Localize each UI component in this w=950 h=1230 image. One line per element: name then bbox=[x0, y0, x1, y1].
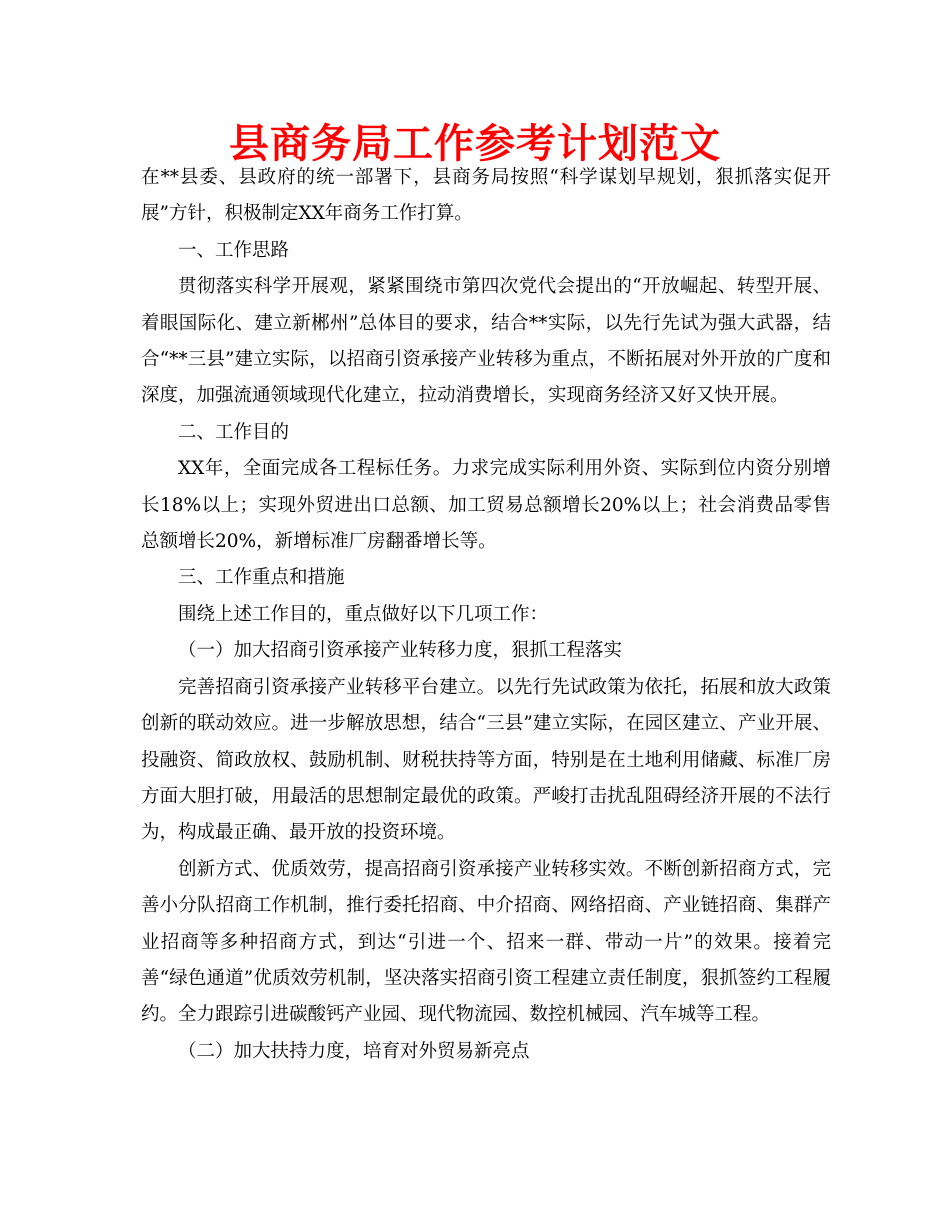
subsection-1-paragraph-1: 完善招商引资承接产业转移平台建立。以先行先试政策为依托，拓展和放大政策创新的联动效应。进一步解放思想，结合“三县”建立实际，在园区建立、产业开展、投融资、简政放权、鼓励机制、财税扶持等方面，特别是在土地利用储藏、标准厂房方面大胆打破，用最活的思想制定最优的政策。严峻打击扰乱阻碍经济开展的不法行为，构成最正确、最开放的投资环境。 bbox=[141, 676, 831, 844]
subsection-1-paragraph-2: 创新方式、优质效劳，提高招商引资承接产业转移实效。不断创新招商方式，完善小分队招商工作机制，推行委托招商、中介招商、网络招商、产业链招商、集群产业招商等多种招商方式，到达“引进一个、招来一群、带动一片”的效果。接着完善“绿色通道”优质效劳机制，坚决落实招商引资工程建立责任制度，狠抓签约工程履约。全力跟踪引进碳酸钙产业园、现代物流园、数控机械园、汽车城等工程。 bbox=[141, 858, 831, 1026]
focus-intro-paragraph: 围绕上述工作目的，重点做好以下几项工作： bbox=[178, 603, 549, 625]
document-title: 县商务局工作参考计划范文 bbox=[229, 121, 721, 167]
subsection-heading-1: （一）加大招商引资承接产业转移力度，狠抓工程落实 bbox=[178, 640, 623, 662]
section-heading-focus-measures: 三、工作重点和措施 bbox=[178, 567, 345, 589]
intro-paragraph: 在**县委、县政府的统一部署下，县商务局按照“科学谋划早规划，狠抓落实促开展”方针，积极制定XX年商务工作打算。 bbox=[141, 167, 831, 225]
section-heading-work-goal: 二、工作目的 bbox=[178, 421, 290, 443]
section-heading-work-thinking: 一、工作思路 bbox=[178, 239, 290, 261]
document-body bbox=[141, 160, 831, 1070]
subsection-heading-2: （二）加大扶持力度，培育对外贸易新亮点 bbox=[178, 1040, 530, 1062]
work-thinking-paragraph: 贯彻落实科学开展观，紧紧围绕市第四次党代会提出的“开放崛起、转型开展、着眼国际化、建立新郴州”总体目的要求，结合**实际，以先行先试为强大武器，结合“**三县”建立实际，以招商引资承接产业转移为重点，不断拓展对外开放的广度和深度，加强流通领域现代化建立，拉动消费增长，实现商务经济又好又快开展。 bbox=[141, 276, 831, 407]
work-goal-paragraph: XX年，全面完成各工程标任务。力求完成实际利用外资、实际到位内资分别增长18%以上；实现外贸进出口总额、加工贸易总额增长20%以上；社会消费品零售总额增长20%，新增标准厂房翻番增长等。 bbox=[141, 458, 831, 553]
